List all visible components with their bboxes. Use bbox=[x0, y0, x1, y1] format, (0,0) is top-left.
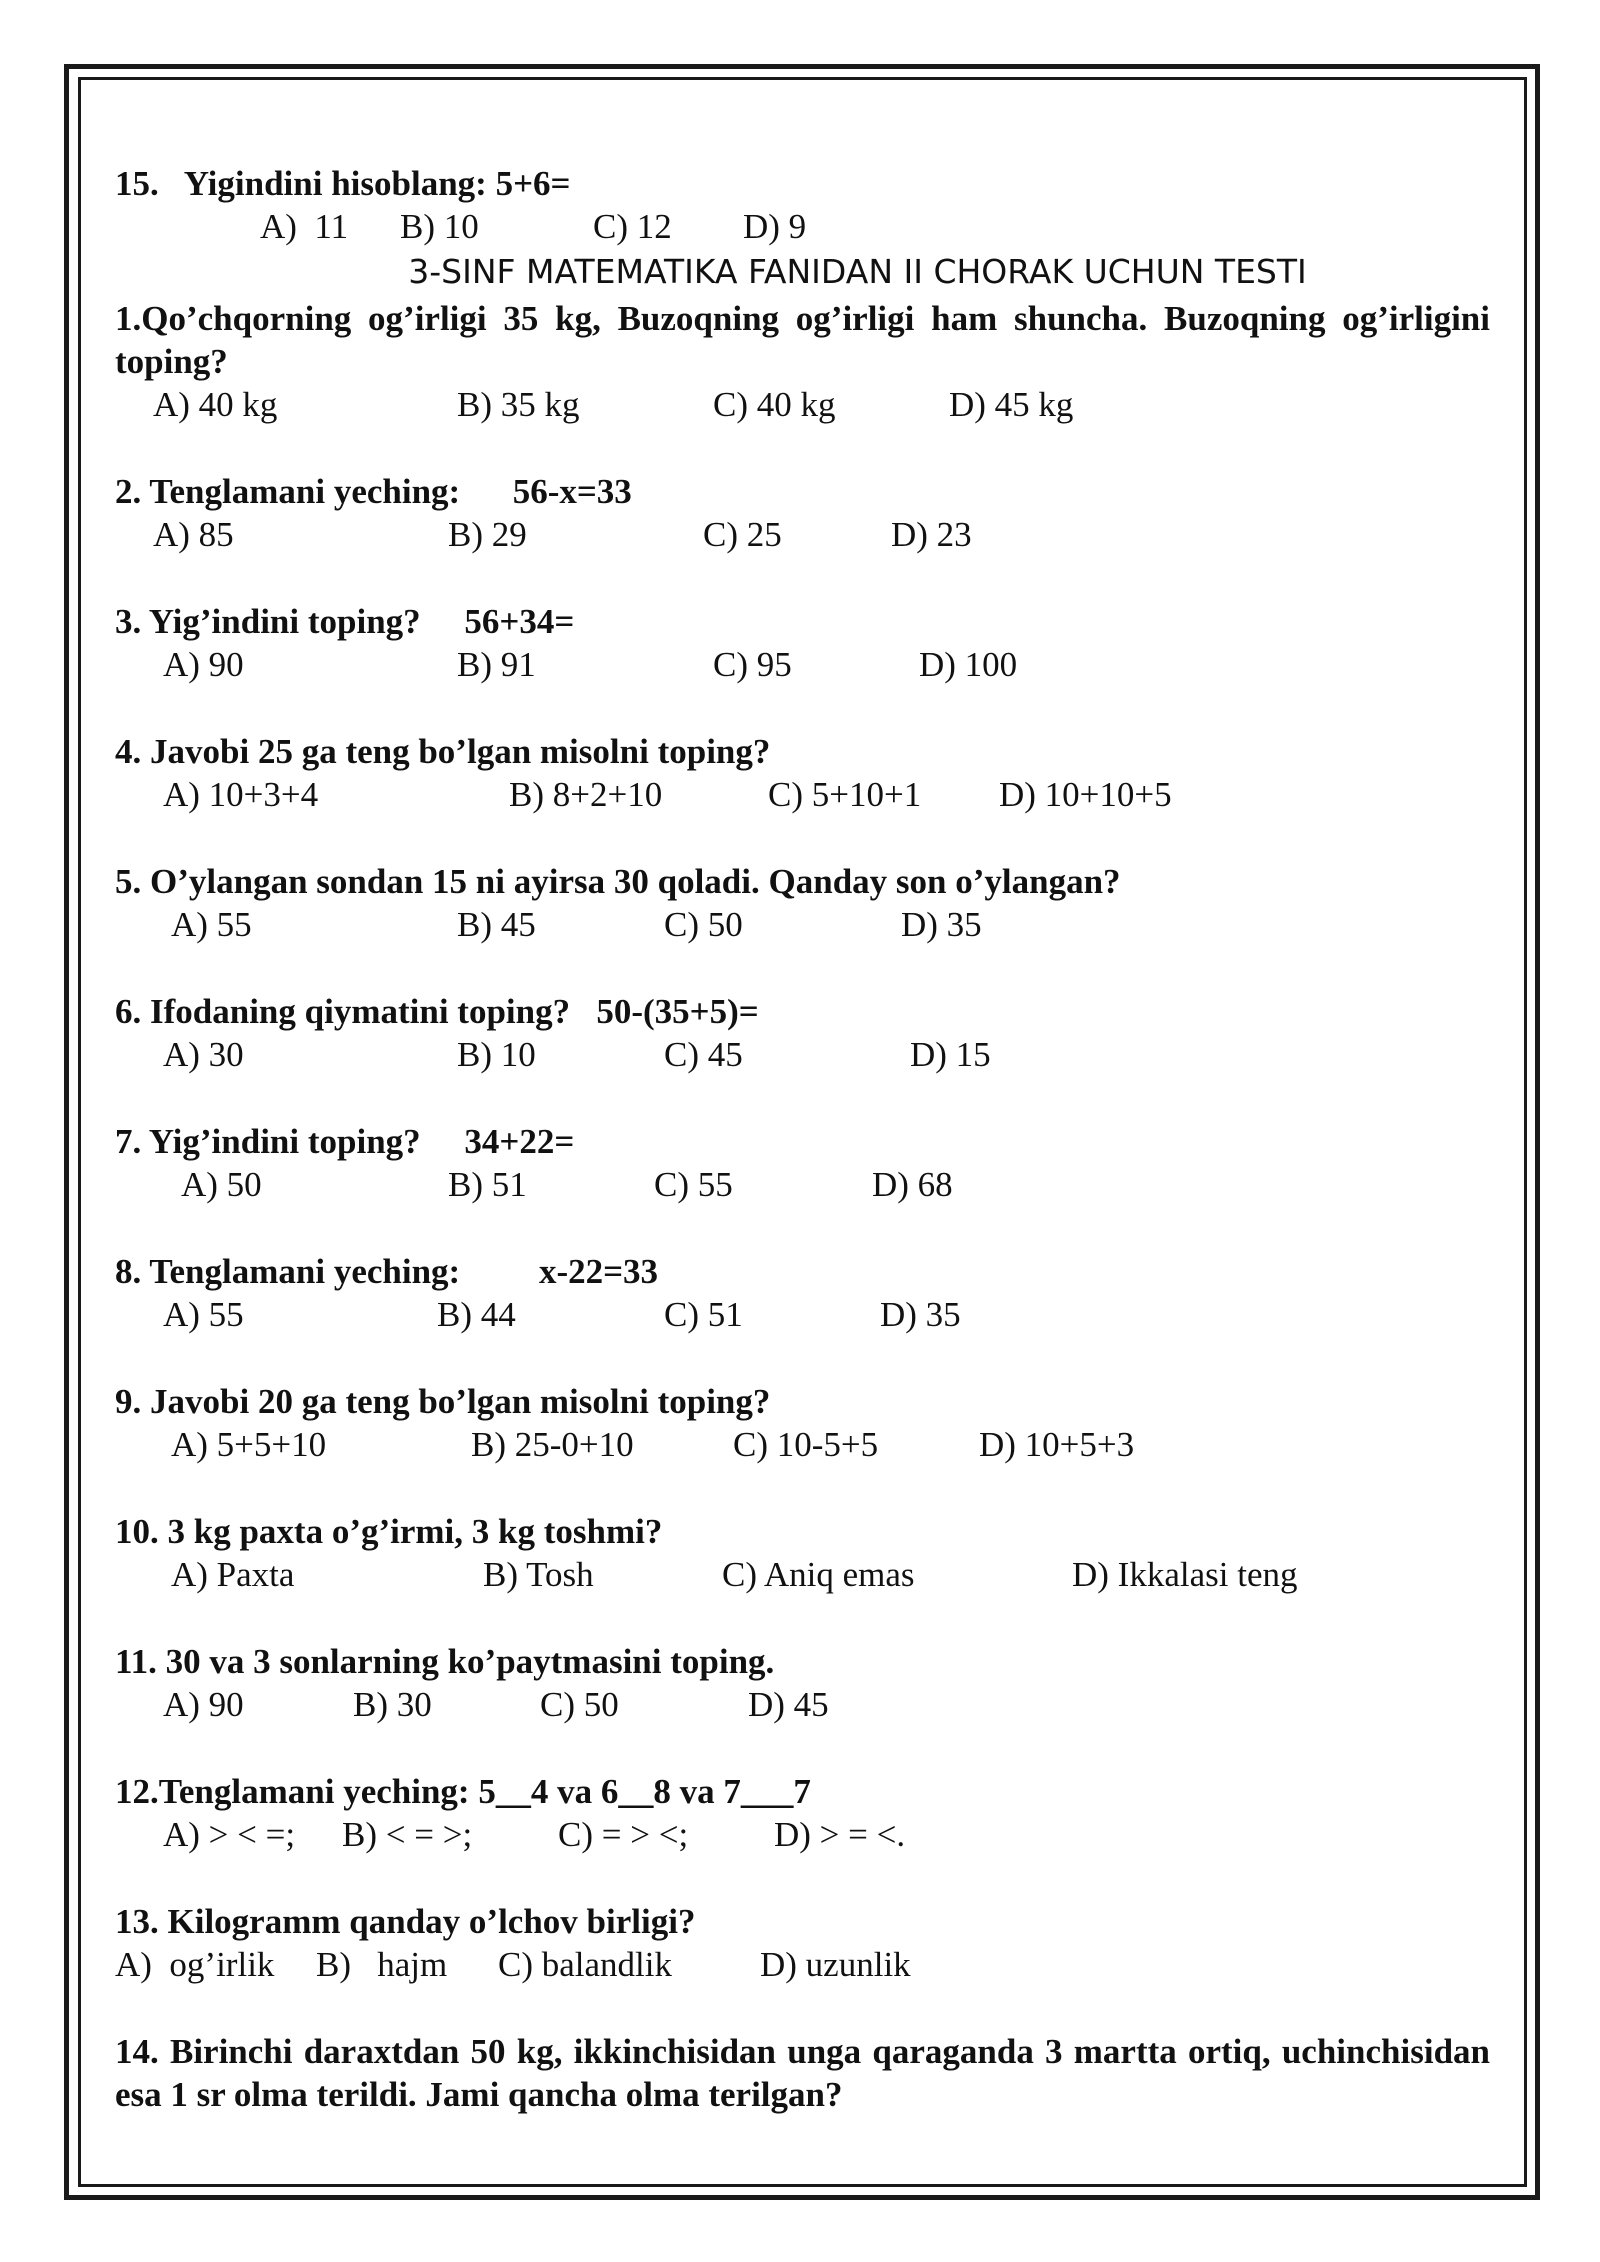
option-d[interactable]: D) 45 kg bbox=[949, 385, 1074, 424]
question-text: 1.Qo’chqorning og’irligi 35 kg, Buzoqning og’irligi ham shuncha. Buzoqning og’irligini toping? bbox=[115, 299, 1490, 381]
option-d[interactable]: D) 9 bbox=[743, 207, 807, 246]
option-a[interactable]: A) og’irlik bbox=[115, 1945, 275, 1984]
option-a[interactable]: A) 85 bbox=[153, 515, 234, 554]
question-text: 14. Birinchi daraxtdan 50 kg, ikkinchisidan unga qaraganda 3 martta ortiq, uchinchisidan esa 1 sr olma terildi. Jami qancha olma terilgan? bbox=[115, 2032, 1490, 2114]
question-13 bbox=[115, 1900, 1490, 1986]
question-3 bbox=[115, 600, 1490, 686]
answer-options bbox=[115, 1683, 1490, 1726]
option-c[interactable]: C) 10-5+5 bbox=[733, 1425, 879, 1464]
question-5 bbox=[115, 860, 1490, 946]
answer-options bbox=[115, 1293, 1490, 1336]
question-text: 15. Yigindini hisoblang: 5+6= bbox=[115, 164, 571, 203]
option-d[interactable]: D) 45 bbox=[748, 1685, 829, 1724]
answer-options bbox=[115, 1813, 1490, 1856]
question-9 bbox=[115, 1380, 1490, 1466]
option-c[interactable]: C) 12 bbox=[593, 207, 672, 246]
question-12 bbox=[115, 1770, 1490, 1856]
option-c[interactable]: C) 50 bbox=[540, 1685, 619, 1724]
answer-options bbox=[115, 1943, 1490, 1986]
question-8 bbox=[115, 1250, 1490, 1336]
question-text: 5. O’ylangan sondan 15 ni ayirsa 30 qoladi. Qanday son o’ylangan? bbox=[115, 862, 1121, 901]
option-c[interactable]: C) 5+10+1 bbox=[768, 775, 922, 814]
option-a[interactable]: A) 40 kg bbox=[153, 385, 278, 424]
option-a[interactable]: A) 55 bbox=[171, 905, 252, 944]
option-b[interactable]: B) 10 bbox=[400, 207, 479, 246]
option-b[interactable]: B) 51 bbox=[448, 1165, 527, 1204]
question-6 bbox=[115, 990, 1490, 1076]
answer-options bbox=[115, 1423, 1490, 1466]
option-b[interactable]: B) Tosh bbox=[483, 1555, 594, 1594]
answer-options bbox=[115, 1163, 1490, 1206]
question-text: 11. 30 va 3 sonlarning ko’paytmasini toping. bbox=[115, 1642, 775, 1681]
option-c[interactable]: C) balandlik bbox=[498, 1945, 672, 1984]
option-c[interactable]: C) = > <; bbox=[558, 1815, 689, 1854]
answer-options bbox=[115, 643, 1490, 686]
question-text: 6. Ifodaning qiymatini toping? 50-(35+5)= bbox=[115, 992, 759, 1031]
option-a[interactable]: A) 30 bbox=[163, 1035, 244, 1074]
answer-options bbox=[115, 773, 1490, 816]
option-a[interactable]: A) 90 bbox=[163, 1685, 244, 1724]
option-a[interactable]: A) > < =; bbox=[163, 1815, 296, 1854]
answer-options bbox=[115, 205, 1490, 248]
option-c[interactable]: C) 45 bbox=[664, 1035, 743, 1074]
option-b[interactable]: B) 30 bbox=[353, 1685, 432, 1724]
option-d[interactable]: D) 15 bbox=[910, 1035, 991, 1074]
question-2 bbox=[115, 470, 1490, 556]
option-a[interactable]: A) 90 bbox=[163, 645, 244, 684]
option-d[interactable]: D) 10+5+3 bbox=[979, 1425, 1135, 1464]
option-a[interactable]: A) 5+5+10 bbox=[171, 1425, 327, 1464]
option-c[interactable]: C) 25 bbox=[703, 515, 782, 554]
question-14 bbox=[115, 2030, 1490, 2116]
option-a[interactable]: A) Paxta bbox=[171, 1555, 295, 1594]
option-b[interactable]: B) 29 bbox=[448, 515, 527, 554]
option-c[interactable]: C) 55 bbox=[654, 1165, 733, 1204]
answer-options bbox=[115, 903, 1490, 946]
answer-options bbox=[115, 1553, 1490, 1596]
option-d[interactable]: D) 100 bbox=[919, 645, 1018, 684]
option-d[interactable]: D) 68 bbox=[872, 1165, 953, 1204]
option-d[interactable]: D) uzunlik bbox=[760, 1945, 911, 1984]
option-b[interactable]: B) 44 bbox=[437, 1295, 516, 1334]
option-b[interactable]: B) 8+2+10 bbox=[509, 775, 663, 814]
question-text: 7. Yig’indini toping? 34+22= bbox=[115, 1122, 575, 1161]
question-15 bbox=[115, 162, 1490, 248]
option-b[interactable]: B) 45 bbox=[457, 905, 536, 944]
option-c[interactable]: C) 40 kg bbox=[713, 385, 836, 424]
question-text: 2. Tenglamani yeching: 56-x=33 bbox=[115, 472, 632, 511]
option-d[interactable]: D) 23 bbox=[891, 515, 972, 554]
question-10 bbox=[115, 1510, 1490, 1596]
option-a[interactable]: A) 50 bbox=[181, 1165, 262, 1204]
option-a[interactable]: A) 10+3+4 bbox=[163, 775, 319, 814]
option-b[interactable]: B) 10 bbox=[457, 1035, 536, 1074]
answer-options bbox=[115, 513, 1490, 556]
option-c[interactable]: C) 95 bbox=[713, 645, 792, 684]
question-text: 10. 3 kg paxta o’g’irmi, 3 kg toshmi? bbox=[115, 1512, 663, 1551]
option-a[interactable]: A) 11 bbox=[260, 207, 349, 246]
option-b[interactable]: B) hajm bbox=[316, 1945, 448, 1984]
question-text: 3. Yig’indini toping? 56+34= bbox=[115, 602, 575, 641]
option-a[interactable]: A) 55 bbox=[163, 1295, 244, 1334]
option-d[interactable]: D) Ikkalasi teng bbox=[1072, 1555, 1298, 1594]
question-text: 8. Tenglamani yeching: x-22=33 bbox=[115, 1252, 659, 1291]
option-d[interactable]: D) 35 bbox=[880, 1295, 961, 1334]
question-text: 9. Javobi 20 ga teng bo’lgan misolni toping? bbox=[115, 1382, 771, 1421]
option-d[interactable]: D) > = <. bbox=[774, 1815, 906, 1854]
question-4 bbox=[115, 730, 1490, 816]
question-11 bbox=[115, 1640, 1490, 1726]
test-title: 3-SINF MATEMATIKA FANIDAN II CHORAK UCHUN TESTI bbox=[408, 252, 1307, 291]
option-d[interactable]: D) 10+10+5 bbox=[999, 775, 1172, 814]
option-d[interactable]: D) 35 bbox=[901, 905, 982, 944]
answer-options bbox=[115, 383, 1490, 426]
answer-options bbox=[115, 1033, 1490, 1076]
question-text: 13. Kilogramm qanday o’lchov birligi? bbox=[115, 1902, 696, 1941]
option-b[interactable]: B) < = >; bbox=[342, 1815, 473, 1854]
question-7 bbox=[115, 1120, 1490, 1206]
option-b[interactable]: B) 35 kg bbox=[457, 385, 580, 424]
question-text: 4. Javobi 25 ga teng bo’lgan misolni toping? bbox=[115, 732, 771, 771]
question-text: 12.Tenglamani yeching: 5__4 va 6__8 va 7___7 bbox=[115, 1772, 811, 1811]
option-c[interactable]: C) 51 bbox=[664, 1295, 743, 1334]
option-b[interactable]: B) 25-0+10 bbox=[471, 1425, 634, 1464]
option-c[interactable]: C) Aniq emas bbox=[722, 1555, 915, 1594]
question-1 bbox=[115, 297, 1490, 426]
option-c[interactable]: C) 50 bbox=[664, 905, 743, 944]
option-b[interactable]: B) 91 bbox=[457, 645, 536, 684]
